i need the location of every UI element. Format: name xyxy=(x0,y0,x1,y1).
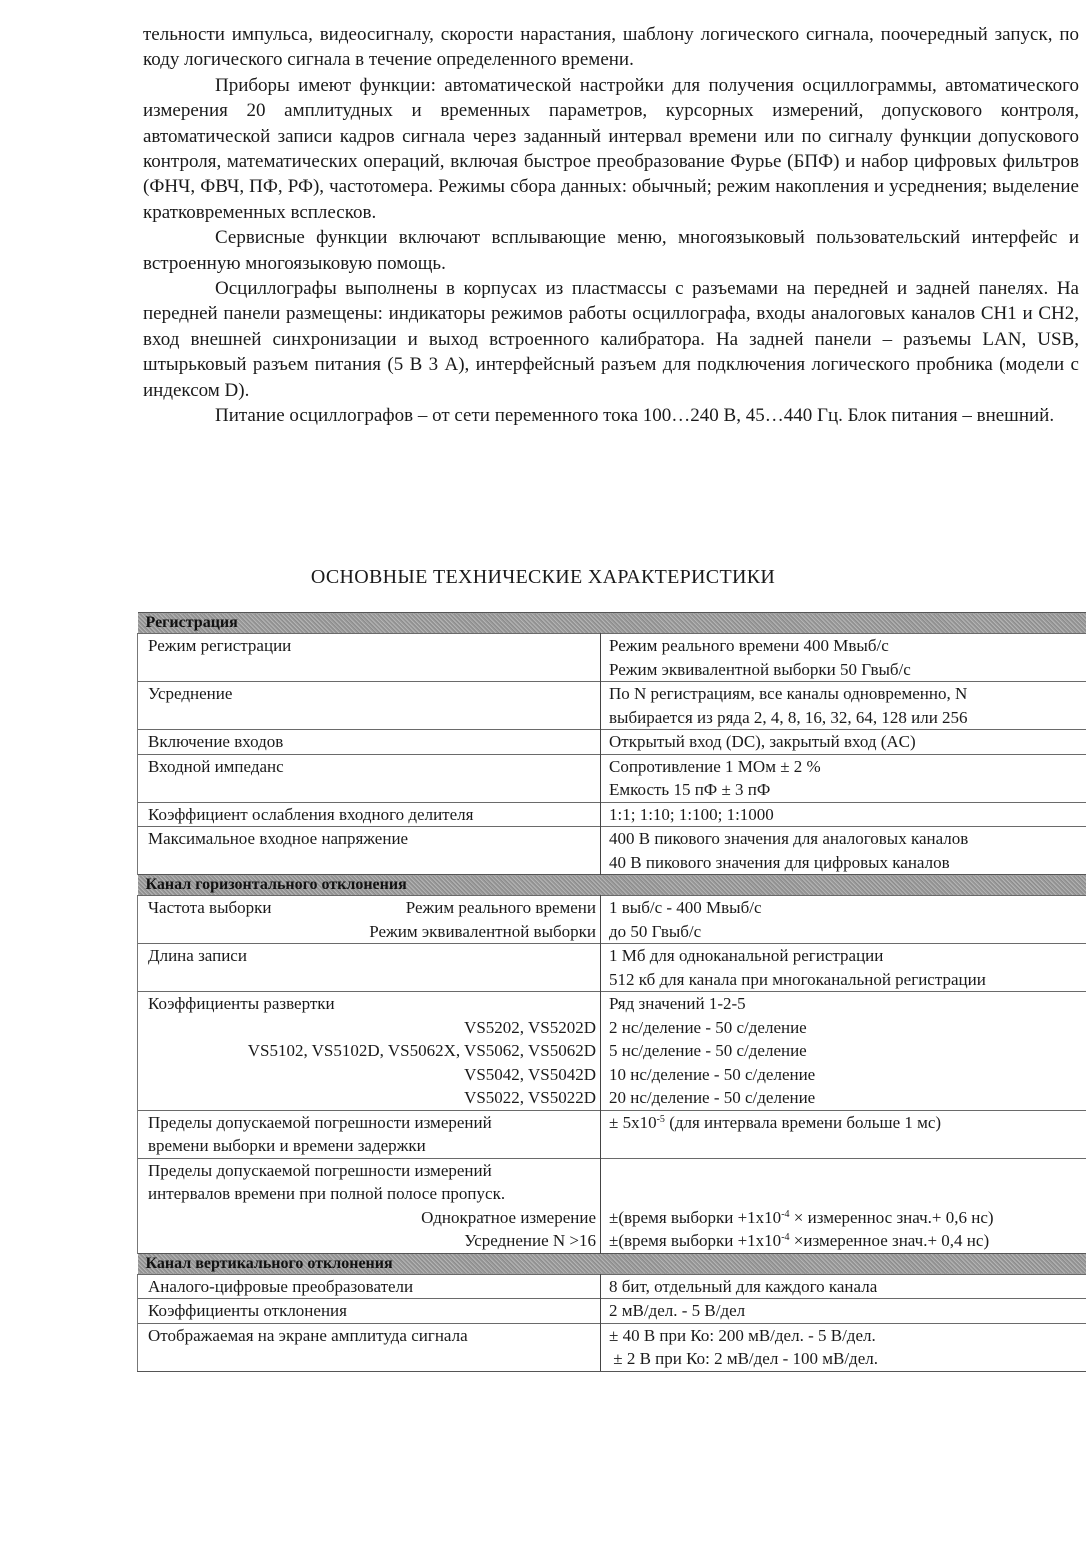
paragraph: Сервисные функции включают всплывающие меню, многоязыковый пользовательский интерфейс и встроенную многоязыковую помощь. xyxy=(143,227,1079,274)
table-row: Отображаемая на экране амплитуда сигнала ± 40 В при Ко: 200 мВ/дел. - 5 В/дел. ± 2 В при Ко: 2 мВ/дел - 100 мВ/дел. xyxy=(138,1323,1086,1371)
spec-table xyxy=(137,612,1086,1372)
section-header-horizontal: Канал горизонтального отклонения xyxy=(138,875,1086,896)
paragraph: тельности импульса, видеосигналу, скорости нарастания, шаблону логического сигнала, поочередный запуск, по коду логического сигнала в течение определенного времени. xyxy=(143,24,1079,71)
table-row: Пределы допускаемой погрешности измерений времени выборки и времени задержки ± $5x10^{-5}$ (для интервала времени больше 1 мс) xyxy=(138,1110,1086,1158)
paragraph: Питание осциллографов – от сети переменного тока 100…240 В, 45…440 Гц. Блок питания – внешний. xyxy=(215,405,1055,427)
table-row: Усреднение По N регистрациям, все каналы одновременно, N выбирается из ряда 2, 4, 8, 16, 32, 64, 128 или 256 xyxy=(138,682,1086,730)
section-header-registration: Регистрация xyxy=(138,613,1086,634)
table-row: Коэффициент ослабления входного делителя 1:1; 1:10; 1:100; 1:1000 xyxy=(138,802,1086,827)
table-row: Частота выборки Режим реального времени Режим эквивалентной выборки 1 выб/с - 400 Мвыб/с до 50 Гвыб/с xyxy=(138,896,1086,944)
table-row: Включение входов Открытый вход (DC), закрытый вход (AC) xyxy=(138,730,1086,755)
spec-title: ОСНОВНЫЕ ТЕХНИЧЕСКИЕ ХАРАКТЕРИСТИКИ xyxy=(310,566,776,588)
paragraph: Осциллографы выполнены в корпусах из пластмассы с разъемами на передней и задней панелях. На передней панели размещены: индикаторы режимов работы осциллографа, входы аналоговых каналов CH1 и CH2, вход внешней синхронизации и выход встроенного калибратора. На задней панели – разъемы LAN, USB, штырьковый разъем питания (5 В 3 А), интерфейсный разъем для подключения логического пробника (модели с индексом D). xyxy=(143,278,1079,401)
table-row: Максимальное входное напряжение 400 В пикового значения для аналоговых каналов 40 В пикового значения для цифровых каналов xyxy=(138,827,1086,875)
table-row: Входной импеданс Сопротивление 1 МОм ± 2 % Емкость 15 пФ ± 3 пФ xyxy=(138,754,1086,802)
table-row: Длина записи 1 Мб для одноканальной регистрации 512 кб для канала при многоканальной регистрации xyxy=(138,944,1086,992)
table-row: Пределы допускаемой погрешности измерений интервалов времени при полной полосе пропуск. Однократное измерение Усреднение N >16 ±(время выборки $+1x10^{-4}$ × измереннос знач.+ 0,6 нс) ±(время выборки $+1x10^{-4}$ ×измеренное знач.+ 0,4 нс) xyxy=(138,1158,1086,1253)
table-row: Аналого-цифровые преобразователи 8 бит, отдельный для каждого канала xyxy=(138,1274,1086,1299)
table-row: Коэффициенты развертки VS5202, VS5202D VS5102, VS5102D, VS5062X, VS5062, VS5062D VS5042, VS5042D VS5022, VS5022D Ряд значений 1-2-5 2 нс/деление - 50 с/деление 5 нс/деление - 50 с/деление 10 нс/деление - 50 с/деление 20 нс/деление - 50 с/деление xyxy=(138,992,1086,1111)
intro-text xyxy=(143,22,1079,429)
table-row: Режим регистрации Режим реального времени 400 Мвыб/с Режим эквивалентной выборки 50 Гвыб/с xyxy=(138,634,1086,682)
section-header-vertical: Канал вертикального отклонения xyxy=(138,1253,1086,1274)
table-row: Коэффициенты отклонения 2 мВ/дел. - 5 В/дел xyxy=(138,1299,1086,1324)
paragraph: Приборы имеют функции: автоматической настройки для получения осциллограммы, автоматического измерения 20 амплитудных и временных параметров, курсорных измерений, допускового контроля, автоматической записи кадров сигнала через заданный интервал времени или по сигналу функции допускового контроля, математических операций, включая быстрое преобразование Фурье (БПФ) и набор цифровых фильтров (ФНЧ, ФВЧ, ПФ, РФ), частотомера. Режимы сбора данных: обычный; режим накопления и усреднения; выделение кратковременных всплесков. xyxy=(143,74,1079,223)
